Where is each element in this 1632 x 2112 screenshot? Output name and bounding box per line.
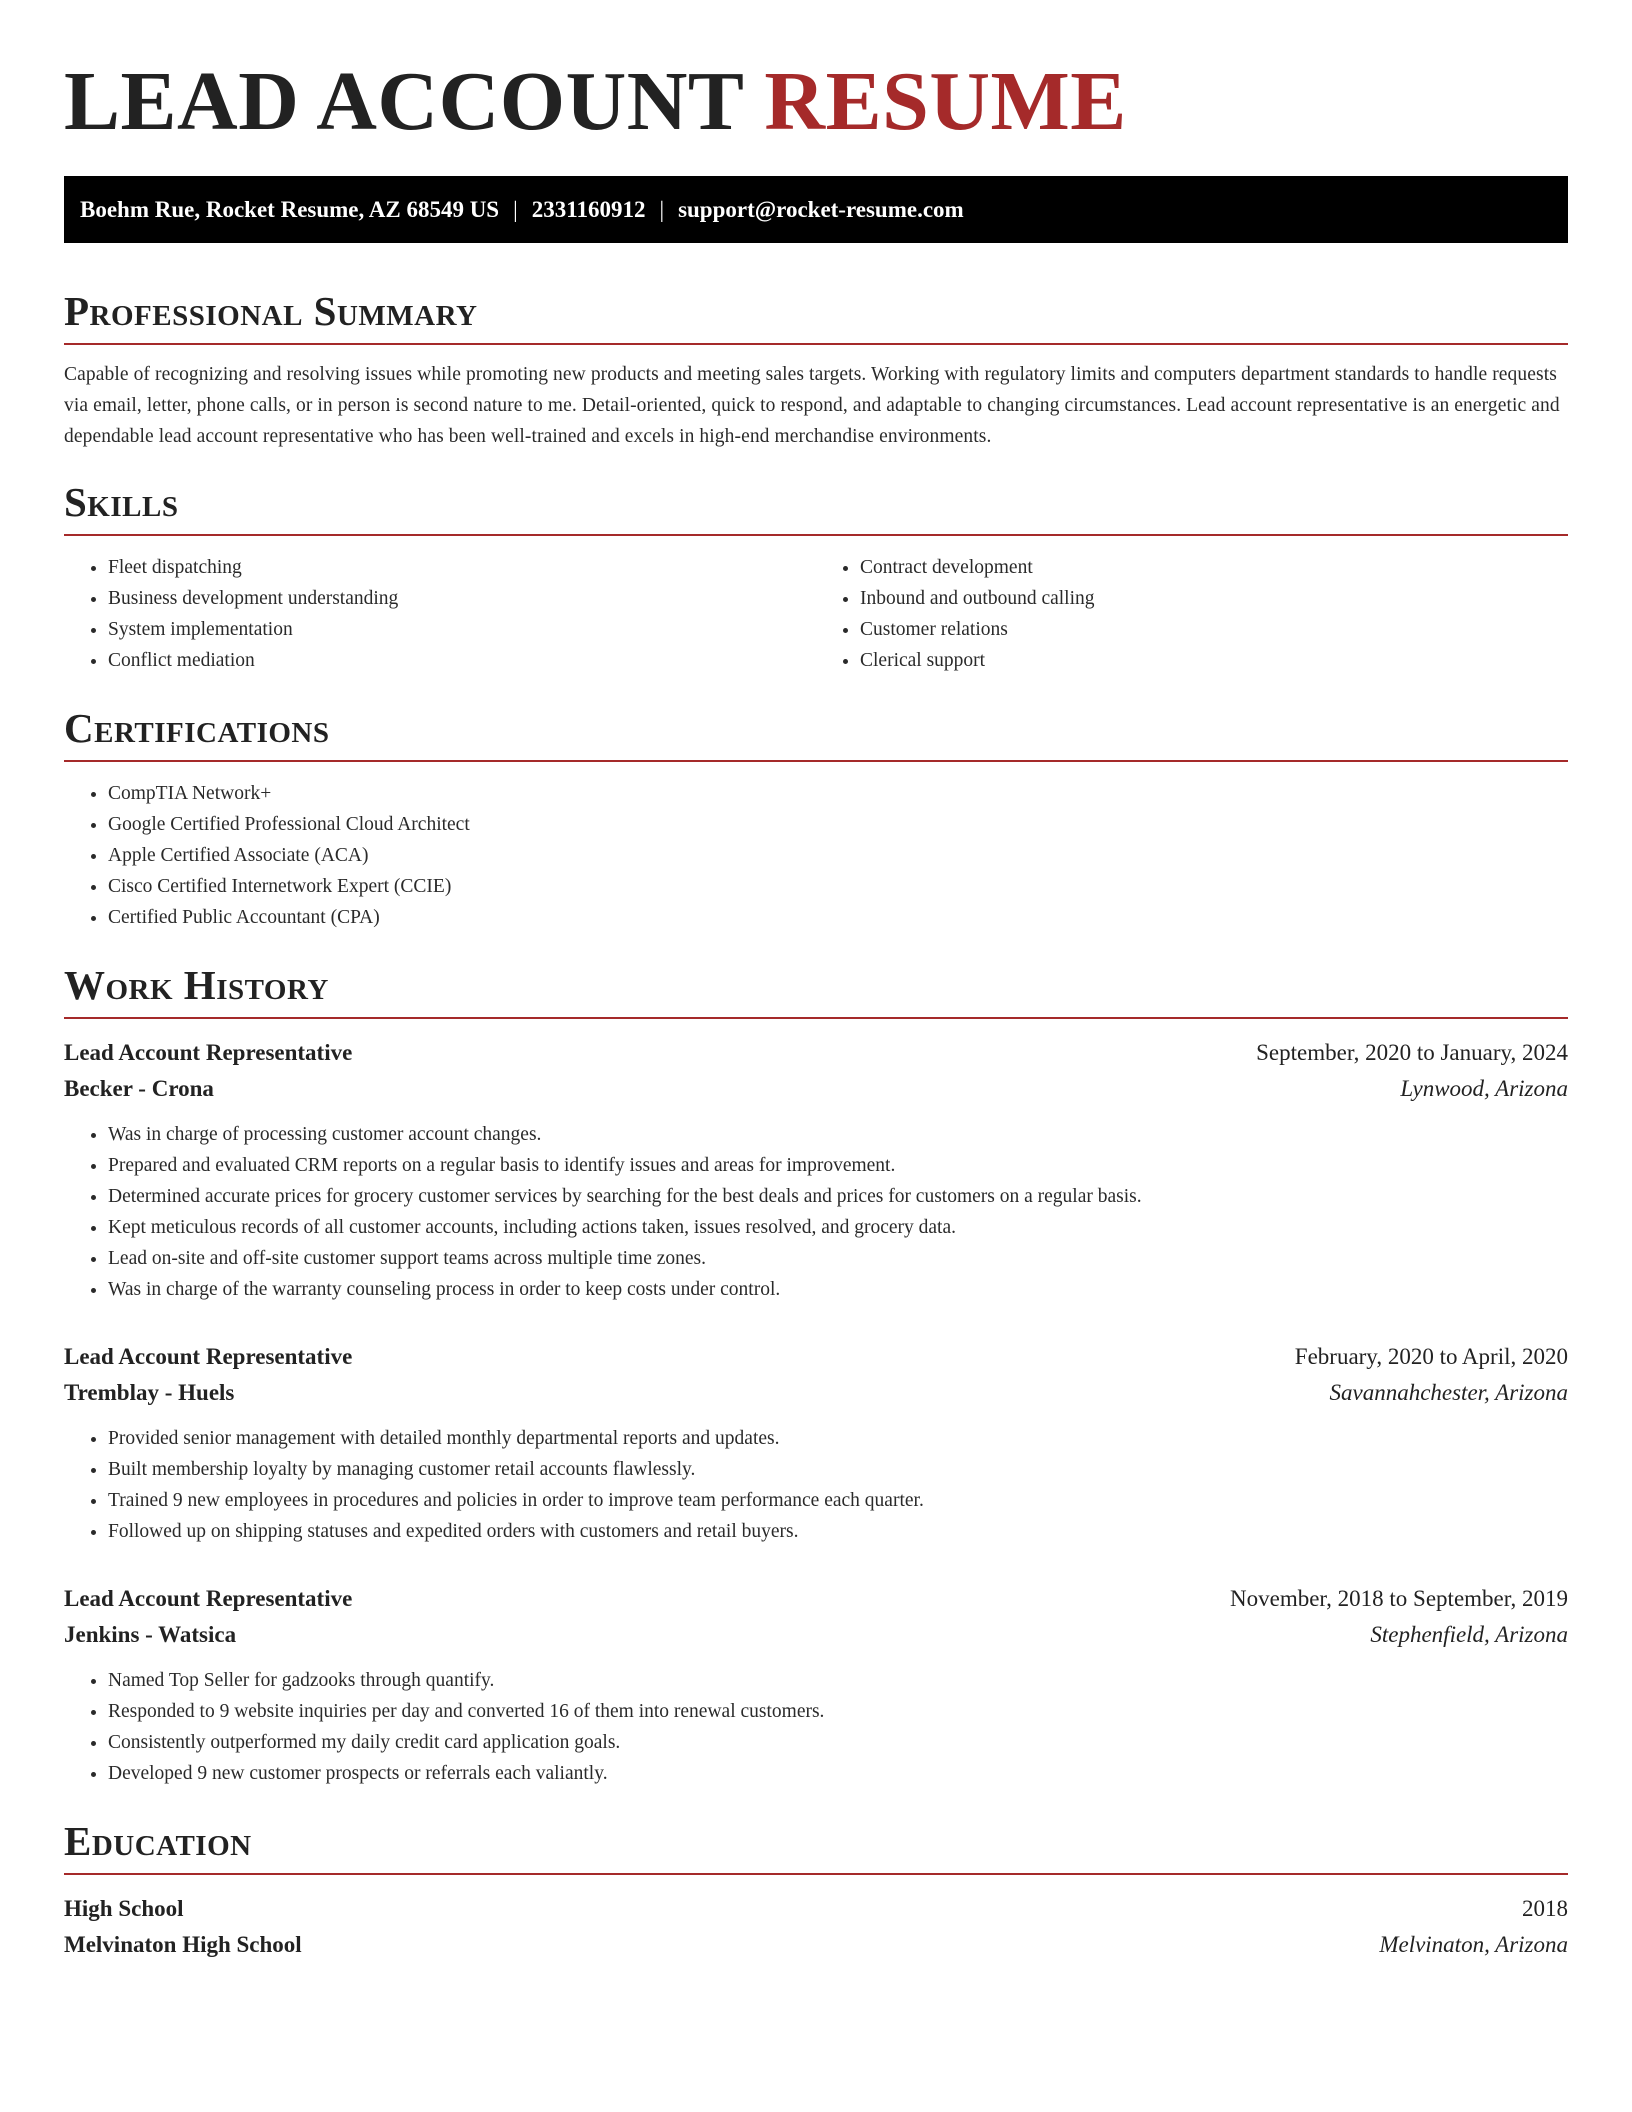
job-bullet: • Determined accurate prices for grocery customer services by searching for the best deals and prices for customers on a regular basis. — [108, 1181, 1568, 1212]
skill-item: • Customer relations — [860, 614, 1568, 645]
section-heading-skills: Skills — [64, 478, 1568, 536]
job-header-row — [64, 1339, 1568, 1375]
section-heading-certifications: Certifications — [64, 704, 1568, 762]
job-dates: November, 2018 to September, 2019 — [1230, 1586, 1568, 1611]
skill-item: • Business development understanding — [108, 583, 816, 614]
job-company: Jenkins - Watsica — [64, 1622, 237, 1647]
education-entry — [64, 1891, 1568, 1963]
job-bullet: • Built membership loyalty by managing customer retail accounts flawlessly. — [108, 1454, 1568, 1485]
job-entry — [64, 1339, 1568, 1547]
job-location: Stephenfield, Arizona — [1370, 1622, 1568, 1647]
certifications-list — [64, 778, 1568, 933]
job-location: Savannahchester, Arizona — [1329, 1380, 1568, 1405]
education-section — [64, 1817, 1568, 1963]
skill-item: • System implementation — [108, 614, 816, 645]
job-title: Lead Account Representative — [64, 1344, 353, 1369]
job-bullet-list — [64, 1665, 1568, 1789]
job-bullet: • Prepared and evaluated CRM reports on a regular basis to identify issues and areas for improvement. — [108, 1150, 1568, 1181]
certification-item: • Certified Public Accountant (CPA) — [108, 902, 1568, 933]
title-main: LEAD ACCOUNT — [64, 55, 743, 148]
section-heading-work-history: Work History — [64, 961, 1568, 1019]
job-bullet: • Was in charge of processing customer account changes. — [108, 1119, 1568, 1150]
education-school-row — [64, 1927, 1568, 1963]
title-accent: RESUME — [764, 55, 1127, 148]
job-entry — [64, 1581, 1568, 1789]
job-bullet-list — [64, 1423, 1568, 1547]
job-company-row — [64, 1375, 1568, 1411]
job-company: Tremblay - Huels — [64, 1380, 235, 1405]
skill-item: • Conflict mediation — [108, 645, 816, 676]
skills-list-left — [64, 552, 816, 676]
job-bullet: • Provided senior management with detailed monthly departmental reports and updates. — [108, 1423, 1568, 1454]
section-heading-education: Education — [64, 1817, 1568, 1875]
education-header-row — [64, 1891, 1568, 1927]
job-bullet: • Consistently outperformed my daily credit card application goals. — [108, 1727, 1568, 1758]
certification-item: • Apple Certified Associate (ACA) — [108, 840, 1568, 871]
certification-item: • Google Certified Professional Cloud Architect — [108, 809, 1568, 840]
job-bullet: • Named Top Seller for gadzooks through quantify. — [108, 1665, 1568, 1696]
summary-section — [64, 287, 1568, 452]
job-dates: February, 2020 to April, 2020 — [1294, 1344, 1568, 1369]
contact-bar — [64, 176, 1568, 243]
contact-separator: | — [659, 196, 665, 222]
job-bullet: • Was in charge of the warranty counseling process in order to keep costs under control. — [108, 1274, 1568, 1305]
job-bullet: • Developed 9 new customer prospects or referrals each valiantly. — [108, 1758, 1568, 1789]
section-heading-summary: Professional Summary — [64, 287, 1568, 345]
skill-item: • Inbound and outbound calling — [860, 583, 1568, 614]
job-bullet: • Responded to 9 website inquiries per day and converted 16 of them into renewal customers. — [108, 1696, 1568, 1727]
job-company: Becker - Crona — [64, 1076, 214, 1101]
job-header-row — [64, 1581, 1568, 1617]
job-entry — [64, 1035, 1568, 1305]
work-history-section — [64, 961, 1568, 1789]
certifications-section — [64, 704, 1568, 933]
certification-item: • Cisco Certified Internetwork Expert (CCIE) — [108, 871, 1568, 902]
summary-text: Capable of recognizing and resolving issues while promoting new products and meeting sales targets. Working with regulatory limits and computers department standards to handle requests via email, letter, phone calls, or in person is second nature to me. Detail-oriented, quick to respond, and adaptable to changing circumstances. Lead account representative is an energetic and dependable lead account representative who has been well-trained and excels in high-end merchandise environments. — [64, 364, 1560, 447]
job-bullet: • Trained 9 new employees in procedures and policies in order to improve team performance each quarter. — [108, 1485, 1568, 1516]
job-location: Lynwood, Arizona — [1400, 1076, 1568, 1101]
job-title: Lead Account Representative — [64, 1040, 353, 1065]
job-title: Lead Account Representative — [64, 1586, 353, 1611]
skill-item: • Contract development — [860, 552, 1568, 583]
job-company-row — [64, 1071, 1568, 1107]
resume-title — [64, 52, 1568, 152]
skills-list-right — [816, 552, 1568, 676]
contact-email[interactable]: support@rocket-resume.com — [678, 196, 964, 222]
job-bullet: • Lead on-site and off-site customer support teams across multiple time zones. — [108, 1243, 1568, 1274]
education-school: Melvinaton High School — [64, 1932, 302, 1957]
skill-item: • Fleet dispatching — [108, 552, 816, 583]
job-bullet: • Followed up on shipping statuses and expedited orders with customers and retail buyers. — [108, 1516, 1568, 1547]
contact-separator: | — [513, 196, 518, 222]
contact-address: Boehm Rue, Rocket Resume, AZ 68549 US — [80, 196, 500, 222]
skills-section — [64, 478, 1568, 676]
job-bullet: • Kept meticulous records of all customer accounts, including actions taken, issues resolved, and grocery data. — [108, 1212, 1568, 1243]
skill-item: • Clerical support — [860, 645, 1568, 676]
education-location: Melvinaton, Arizona — [1379, 1932, 1568, 1957]
education-degree: High School — [64, 1896, 184, 1921]
job-company-row — [64, 1617, 1568, 1653]
certification-item: • CompTIA Network+ — [108, 778, 1568, 809]
education-year: 2018 — [1522, 1896, 1568, 1921]
job-bullet-list — [64, 1119, 1568, 1305]
job-dates: September, 2020 to January, 2024 — [1256, 1040, 1568, 1065]
contact-phone: 2331160912 — [531, 196, 646, 222]
skills-columns — [64, 552, 1568, 676]
job-header-row — [64, 1035, 1568, 1071]
